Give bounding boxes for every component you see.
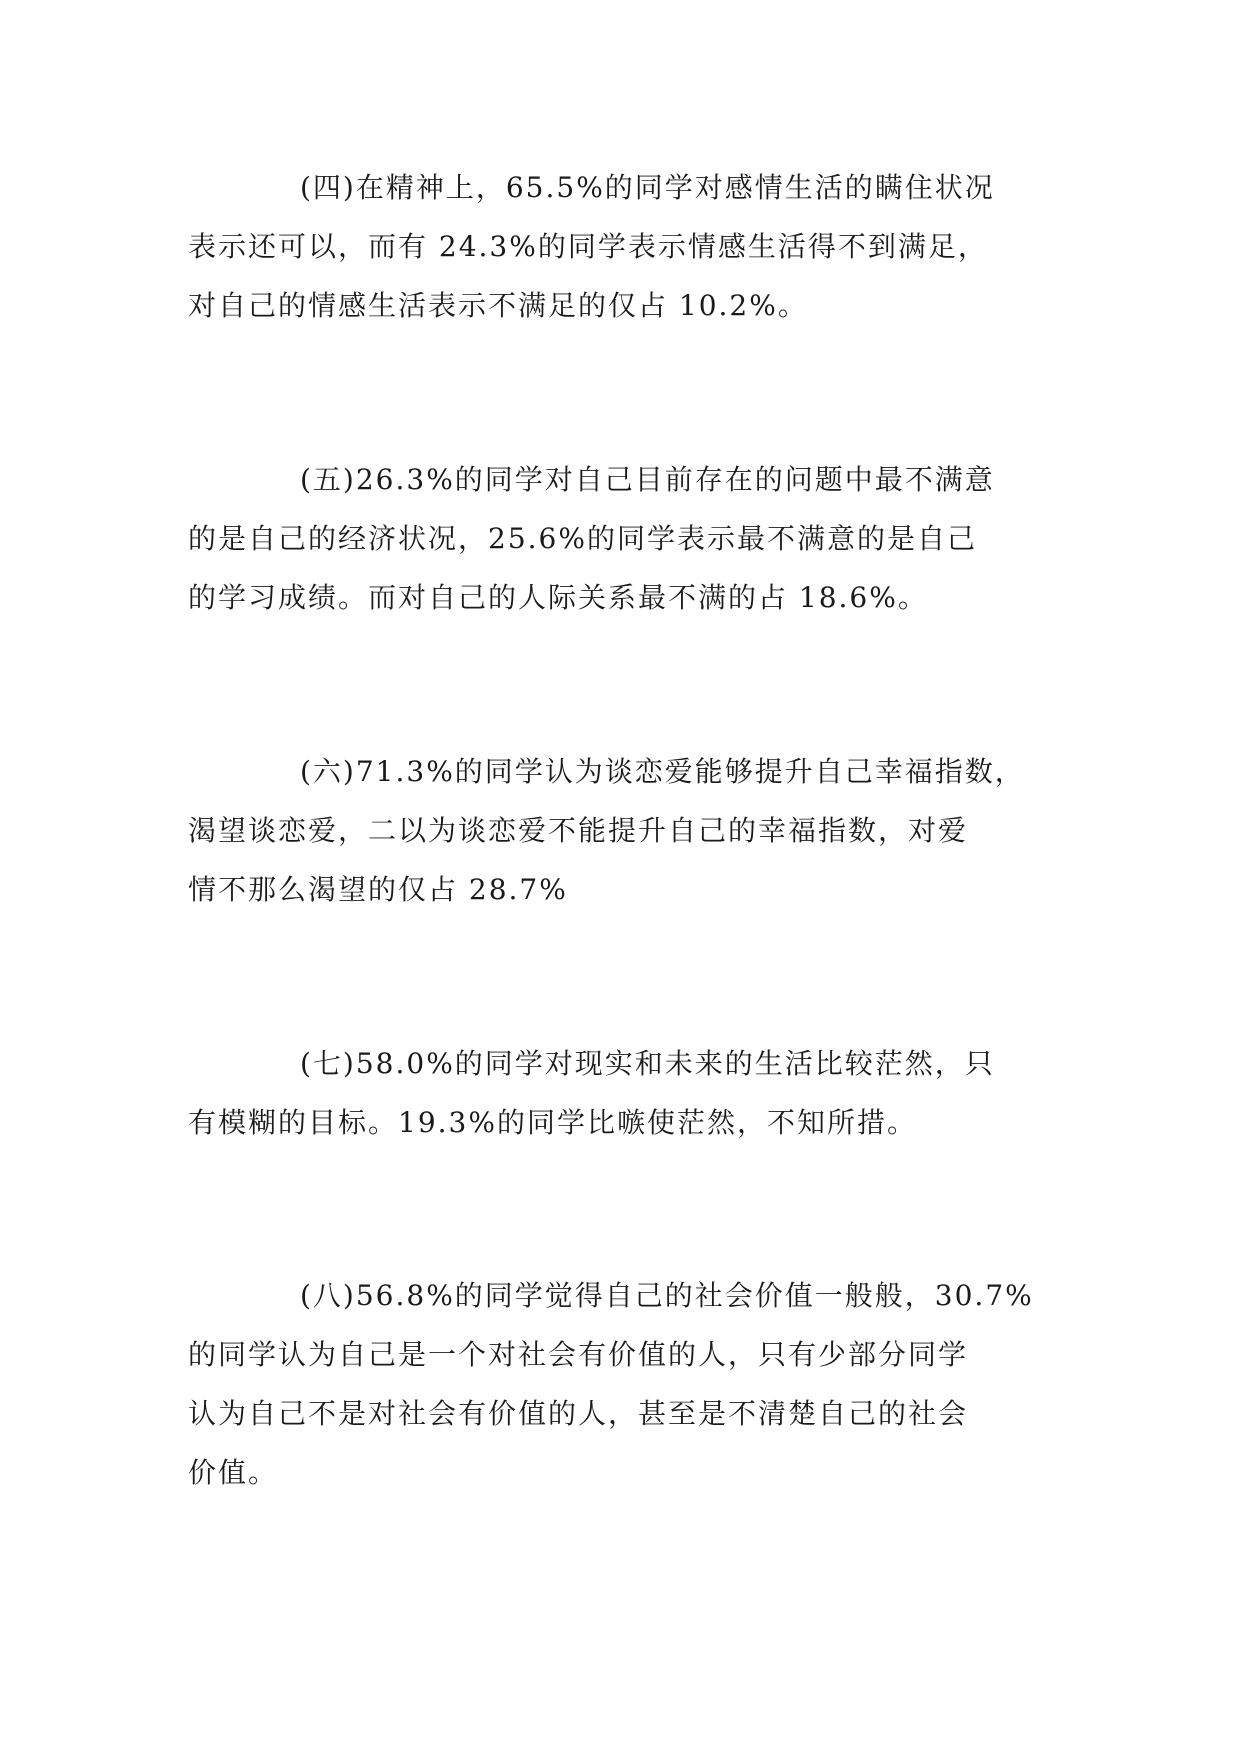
paragraph-line: (七)58.0%的同学对现实和未来的生活比较茫然，只 [300,1047,995,1080]
paragraph-line: 表示还可以，而有 24.3%的同学表示情感生活得不到满足， [188,230,988,263]
paragraph-line: (六)71.3%的同学认为谈恋爱能够提升自己幸福指数， [300,755,1025,788]
paragraph-line: 的学习成绩。而对自己的人际关系最不满的占 18.6%。 [188,581,928,614]
paragraph-line: 认为自己不是对社会有价值的人，甚至是不清楚自己的社会 [188,1397,969,1430]
paragraph-line: 渴望谈恋爱，二以为谈恋爱不能提升自己的幸福指数，对爱 [188,814,969,847]
paragraph-section-5 [188,450,1068,627]
paragraph-line: (八)56.8%的同学觉得自己的社会价值一般般，30.7% [300,1279,1034,1312]
paragraph-line: (五)26.3%的同学对自己目前存在的问题中最不满意 [300,463,995,496]
paragraph-line: 的是自己的经济状况，25.6%的同学表示最不满意的是自己 [188,522,977,555]
paragraph-line: 价值。 [188,1456,279,1489]
paragraph-line: 有模糊的目标。19.3%的同学比嗾使茫然，不知所措。 [188,1106,917,1139]
paragraph-line: 的同学认为自己是一个对社会有价值的人，只有少部分同学 [188,1338,969,1371]
paragraph-section-6 [188,742,1068,919]
paragraph-section-7 [188,1034,1068,1152]
paragraph-line: 情不那么渴望的仅占 28.7% [188,873,568,906]
paragraph-section-8 [188,1266,1068,1502]
paragraph-line: 对自己的情感生活表示不满足的仅占 10.2%。 [188,289,808,322]
paragraph-section-4 [188,158,1068,335]
paragraph-line: (四)在精神上，65.5%的同学对感情生活的瞒住状况 [300,171,995,204]
